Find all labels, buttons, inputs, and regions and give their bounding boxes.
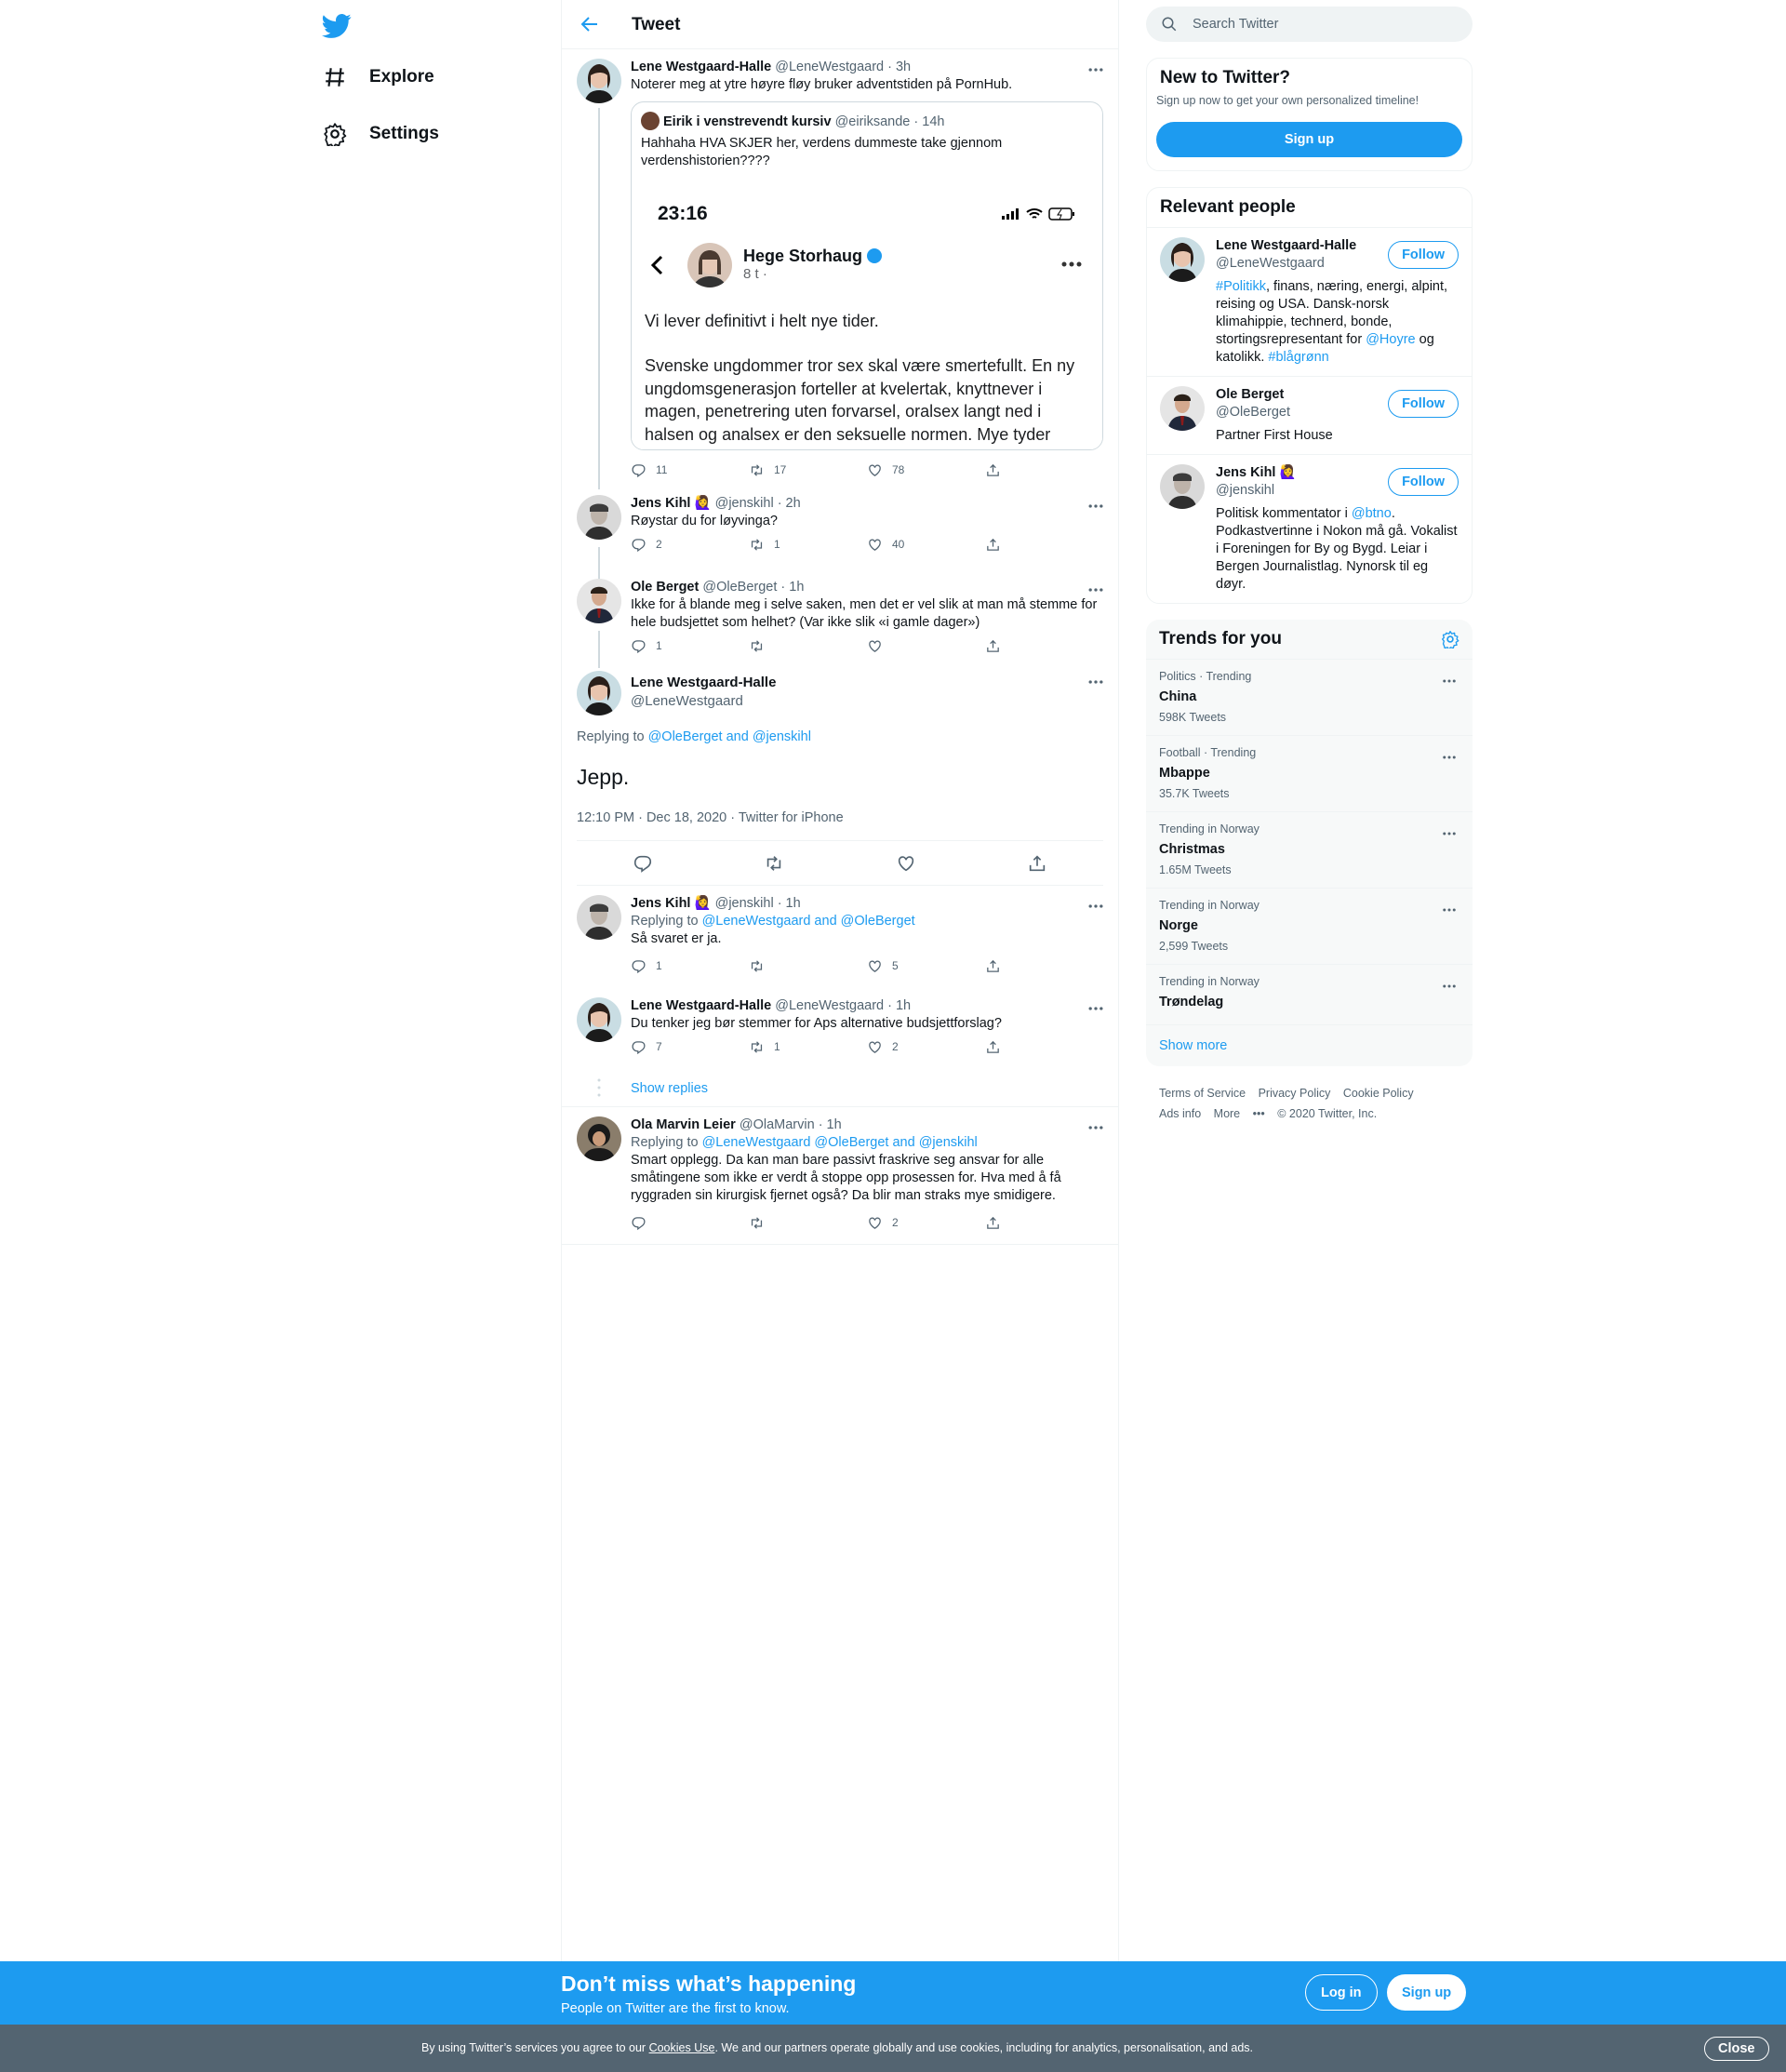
bio-link[interactable]: @Hoyre [1366,332,1416,347]
new-to-twitter-card [1146,58,1473,171]
tweet-text: Noterer meg at ytre høyre fløy bruker adventstiden på PornHub. [631,77,1013,92]
relevant-people-title: Relevant people [1160,197,1296,217]
reply-button[interactable] [631,1039,749,1055]
new-to-twitter-subtitle: Sign up now to get your own personalized timeline! [1156,94,1419,107]
log-in-button[interactable]: Log in [1305,1974,1378,2011]
relevant-person[interactable] [1147,376,1472,454]
avatar[interactable] [577,59,621,103]
relevant-person[interactable] [1147,454,1472,603]
more-icon[interactable] [1086,497,1105,515]
focus-handle[interactable]: @LeneWestgaard [631,693,743,709]
person-bio [1216,505,1459,594]
relevant-person[interactable] [1147,227,1472,376]
more-icon[interactable] [1441,902,1458,918]
retweet-icon [749,462,765,478]
tweet-handle[interactable]: @LeneWestgaard [775,60,885,74]
cookie-text-after: . We and our partners operate globally and use cookies, including for analytics, personalisation, and ads. [714,2041,1254,2054]
replying-label: Replying to [631,1135,699,1150]
reply-tweet[interactable] [562,886,1118,988]
trend-context: Politics · Trending [1159,670,1252,683]
avatar[interactable] [1160,237,1205,282]
person-name[interactable]: Jens Kihl [1216,465,1276,480]
tweet-actions [631,632,1103,660]
tweet-actions [631,1033,1103,1061]
retweet-button[interactable] [749,1215,867,1231]
share-button[interactable] [985,537,1103,553]
replying-to [631,913,1103,930]
reply-button[interactable] [631,1215,749,1231]
tweet-time[interactable]: · 1h [777,896,801,911]
battery-icon [1048,207,1076,221]
share-icon [985,1215,1001,1231]
like-count: 40 [892,538,905,551]
trend-item[interactable] [1146,811,1473,888]
retweet-button[interactable] [749,537,867,553]
share-button[interactable] [985,1215,1103,1231]
tweet-handle[interactable]: @jenskihl [714,896,774,911]
tweet-actions [631,1209,1103,1237]
tweet-actions [631,952,1103,980]
banner-heading: Don’t miss what’s happening [561,1972,857,1996]
tweet-text: Røystar du for løyvinga? [631,514,778,528]
tweet-author[interactable]: Lene Westgaard-Halle [631,998,772,1013]
tweet-author[interactable]: Ole Berget [631,580,700,595]
quoted-avatar [641,112,660,130]
retweet-icon [749,638,765,654]
more-icon[interactable] [1441,825,1458,842]
reply-icon [631,1039,646,1055]
follow-button[interactable]: Follow [1388,241,1459,269]
reply-button[interactable] [631,638,749,654]
like-icon [867,1215,883,1231]
replying-to [631,1134,1103,1152]
nav-settings[interactable] [323,122,439,146]
tweet-handle[interactable]: @OleBerget [702,580,778,595]
show-replies-row [562,1072,1118,1107]
tweet-handle[interactable]: @OlaMarvin [739,1117,815,1132]
bio-text: og katolikk. [1216,332,1434,365]
new-to-twitter-title: New to Twitter? [1160,68,1291,87]
reply-icon [631,537,646,553]
replying-users[interactable]: @LeneWestgaard and @OleBerget [701,914,915,929]
left-nav [0,0,561,2072]
main-header [562,0,1118,49]
bio-text: . Podkastvertinne i Nokon må gå. Vokalist i Foreningen for By og Bygd. Leiar i Bergen Journalistlag. Nynorsk til eg døyr. [1216,506,1458,592]
focus-meta[interactable]: 12:10 PM · Dec 18, 2020 · Twitter for iPhone [577,810,1103,841]
bio-link[interactable]: #blågrønn [1268,350,1329,365]
trends-card [1146,620,1473,1066]
retweet-button[interactable] [749,638,867,654]
person-handle[interactable]: @OleBerget [1216,405,1291,420]
person-handle[interactable]: @jenskihl [1216,483,1275,498]
reply-tweet[interactable] [562,1107,1118,1245]
retweet-icon [749,537,765,553]
phone-clock: 23:16 [658,203,708,224]
trend-name: Trøndelag [1159,995,1224,1009]
author-emoji: 🙋‍♀️ [694,896,712,911]
retweet-button[interactable] [749,462,867,478]
avatar[interactable] [577,1116,621,1161]
avatar[interactable] [577,495,621,540]
cookie-text [421,2041,1253,2054]
like-button[interactable] [867,537,985,553]
retweet-count: 17 [774,463,787,476]
reply-button[interactable] [631,958,749,974]
share-icon[interactable] [1027,853,1047,874]
bio-link[interactable]: @btno [1351,506,1392,521]
main-column [561,0,1119,1961]
replying-label: Replying to [631,914,699,929]
person-name[interactable]: Ole Berget [1216,387,1285,402]
hashtag-icon [323,65,347,89]
person-bio: Partner First House [1216,428,1333,443]
tweet-actions [631,456,1103,484]
like-button[interactable] [867,1039,985,1055]
replying-to [577,729,1103,744]
quoted-author: Eirik i venstrevendt kursiv [663,114,832,129]
person-bio [1216,278,1459,367]
phone-meta: 8 t · [743,266,767,282]
tweet-author[interactable]: Jens Kihl [631,496,691,511]
retweet-icon [749,958,765,974]
more-icon[interactable] [1086,1118,1105,1137]
follow-button[interactable]: Follow [1388,390,1459,418]
reply-icon [631,1215,646,1231]
avatar[interactable] [577,671,621,715]
author-emoji: 🙋‍♀️ [694,496,712,511]
vertical-dots-icon [595,1077,603,1098]
tweet-handle[interactable]: @jenskihl [714,496,774,511]
avatar[interactable] [577,579,621,623]
show-more-link[interactable]: Show more [1146,1024,1473,1066]
tweet[interactable] [562,49,1118,486]
more-icon[interactable] [1086,581,1105,599]
quoted-time: · 14h [913,114,945,129]
back-arrow-icon[interactable] [579,13,601,35]
like-count: 2 [892,1216,899,1229]
tweet-time[interactable]: · 1h [780,580,805,595]
nav-explore-label: Explore [369,67,434,87]
like-count: 78 [892,463,905,476]
tweet-text: Smart opplegg. Da kan man bare passivt fraskrive seg ansvar for alle småtingene som ikke er verdt å stoppe opp prosessen for. Hva med å få ryggraden sin kirurgisk fjernet også? Da blir man straks mye smidigere. [631,1153,1061,1203]
twitter-logo-icon[interactable] [322,11,352,41]
tweet-actions [631,530,1103,558]
reply-icon [631,462,646,478]
more-icon[interactable] [1086,999,1105,1018]
share-icon [985,462,1001,478]
banner-subtitle: People on Twitter are the first to know. [561,2001,790,2016]
avatar[interactable] [1160,464,1205,509]
tweet-author[interactable]: Lene Westgaard-Halle [631,60,772,74]
more-icon[interactable] [1086,673,1105,691]
trends-title: Trends for you [1159,629,1282,648]
sign-up-button[interactable]: Sign up [1387,1974,1466,2011]
phone-status-icons [1002,207,1076,221]
share-button[interactable] [985,462,1103,478]
retweet-count: 1 [774,538,780,551]
signup-banner [0,1961,1786,2025]
trend-item[interactable] [1146,964,1473,1024]
signal-icon [1002,208,1020,220]
retweet-button[interactable] [749,958,867,974]
share-icon [985,638,1001,654]
wifi-icon [1026,207,1043,220]
relevant-people-card [1146,187,1473,604]
sign-up-button[interactable]: Sign up [1156,122,1462,157]
trend-count: 1.65M Tweets [1159,863,1232,876]
search-placeholder: Search Twitter [1193,17,1279,32]
trend-count: 598K Tweets [1159,711,1227,724]
reply-count: 1 [656,639,662,652]
quoted-handle: @eiriksande [834,114,911,129]
nav-explore[interactable] [323,65,434,89]
retweet-icon [749,1215,765,1231]
retweet-count: 1 [774,1040,780,1053]
like-button[interactable] [867,638,985,654]
cookie-text-before: By using Twitter’s services you agree to our [421,2041,649,2054]
trend-item[interactable] [1146,735,1473,811]
search-box[interactable] [1146,7,1473,42]
tweet-author[interactable]: Ola Marvin Leier [631,1117,736,1132]
replying-users[interactable]: @OleBerget and @jenskihl [647,729,811,744]
tweet-author[interactable]: Jens Kihl [631,896,691,911]
ads-info-link[interactable]: Ads info [1159,1107,1202,1120]
share-button[interactable] [985,638,1103,654]
like-icon [867,958,883,974]
tweet-text: Ikke for å blande meg i selve saken, men det er vel slik at man må stemme for hele budsjettet som helhet? (Var ikke slik «i gamle dager») [631,597,1098,630]
focused-tweet [562,665,1118,886]
more-icon[interactable] [1086,897,1105,916]
more-link[interactable]: More ••• [1213,1107,1265,1120]
trend-name: China [1159,689,1197,704]
reply-count: 2 [656,538,662,551]
trend-count: 35.7K Tweets [1159,787,1230,800]
tweet-time[interactable]: · 3h [887,60,912,74]
tweet[interactable] [562,486,1118,569]
trend-context: Football · Trending [1159,746,1257,759]
cookies-use-link[interactable]: Cookies Use [648,2041,715,2054]
trend-item[interactable] [1146,659,1473,735]
tweet-time[interactable]: · 2h [777,496,801,511]
tweet-time[interactable]: · 1h [818,1117,842,1132]
cookie-link[interactable]: Cookie Policy [1342,1087,1414,1100]
tweet-time[interactable]: · 1h [887,998,912,1013]
page-title: Tweet [632,15,681,34]
privacy-link[interactable]: Privacy Policy [1258,1087,1331,1100]
reply-icon [631,638,646,654]
retweet-button[interactable] [749,1039,867,1055]
phone-line2: Svenske ungdommer tror sex skal være smertefullt. En ny ungdomsgenerasjon forteller at kvelertak, knyttnever i magen, penetrering uten forvarsel, oralsex langt ned i halsen og analsex er den seksuelle normen. Mye tyder [645,356,1075,444]
bio-text: Politisk kommentator i [1216,506,1352,521]
more-icon[interactable] [1441,673,1458,689]
more-icon[interactable] [1086,60,1105,79]
like-icon [867,537,883,553]
tweet-text: Du tenker jeg bør stemmer for Aps alternative budsjettforslag? [631,1016,1002,1031]
gear-icon [323,122,347,146]
like-button[interactable] [867,958,985,974]
search-icon [1161,16,1178,33]
trend-name: Mbappe [1159,766,1210,781]
quoted-screenshot-image [632,186,1102,449]
trend-count: 2,599 Tweets [1159,940,1229,953]
trend-context: Trending in Norway [1159,822,1260,835]
like-icon [867,462,883,478]
footer [1146,1066,1473,1141]
focus-actions [577,841,1103,886]
trend-item[interactable] [1146,888,1473,964]
right-sidebar [1146,0,1473,1141]
like-count: 5 [892,959,899,972]
phone-author-avatar [687,243,732,287]
trend-context: Trending in Norway [1159,899,1260,912]
show-replies-link[interactable]: Show replies [631,1081,709,1096]
like-icon [867,1039,883,1055]
share-button[interactable] [985,1039,1103,1055]
person-handle[interactable]: @LeneWestgaard [1216,256,1325,271]
focus-text: Jepp. [577,765,630,789]
phone-line1: Vi lever definitivt i helt nye tider. [645,312,879,330]
follow-button[interactable]: Follow [1388,468,1459,496]
share-button[interactable] [985,958,1103,974]
reply-button[interactable] [631,537,749,553]
bio-text: , finans, næring, energi, alpint, reising og USA. Dansk-norsk klimahippie, technerd, bonde, stortingsrepresentant for [1216,279,1448,347]
share-icon [985,1039,1001,1055]
avatar[interactable] [577,895,621,940]
trend-context: Trending in Norway [1159,975,1260,988]
reply-tweet[interactable] [562,988,1118,1072]
retweet-icon [749,1039,765,1055]
phone-more-icon [1061,261,1082,267]
verified-badge-icon [867,248,882,263]
quoted-text: Hahhaha HVA SKJER her, verdens dummeste take gjennom verdenshistorien???? [641,136,1003,168]
reply-count: 11 [656,463,668,476]
reply-button[interactable] [631,462,749,478]
avatar[interactable] [1160,386,1205,431]
close-button[interactable]: Close [1704,2037,1769,2061]
copyright: © 2020 Twitter, Inc. [1277,1107,1378,1120]
phone-author-name: Hege Storhaug [743,247,863,265]
bio-link[interactable]: #Politikk [1216,279,1266,294]
tweet-text: Så svaret er ja. [631,931,722,946]
focus-author[interactable]: Lene Westgaard-Halle [631,675,777,690]
replying-users[interactable]: @LeneWestgaard @OleBerget and @jenskihl [701,1135,978,1150]
more-icon[interactable] [1441,749,1458,766]
reply-icon[interactable] [633,853,653,874]
reply-count: 1 [656,959,662,972]
person-name[interactable]: Lene Westgaard-Halle [1216,238,1357,253]
like-button[interactable] [867,1215,985,1231]
avatar[interactable] [577,997,621,1042]
like-icon[interactable] [896,853,916,874]
quoted-tweet[interactable] [631,101,1103,450]
tweet[interactable] [562,569,1118,665]
like-count: 2 [892,1040,899,1053]
tweet-handle[interactable]: @LeneWestgaard [775,998,885,1013]
cookie-bar [0,2025,1786,2072]
chevron-left-icon [650,255,663,275]
like-button[interactable] [867,462,985,478]
reply-count: 7 [656,1040,662,1053]
share-icon [985,958,1001,974]
retweet-icon[interactable] [764,853,784,874]
person-emoji: 🙋‍♀️ [1279,465,1297,480]
trends-settings-gear-icon[interactable] [1441,630,1459,648]
terms-link[interactable]: Terms of Service [1159,1087,1246,1100]
more-icon[interactable] [1441,978,1458,995]
trend-name: Christmas [1159,842,1225,857]
like-icon [867,638,883,654]
reply-icon [631,958,646,974]
trend-name: Norge [1159,918,1198,933]
replying-label: Replying to [577,729,645,744]
nav-settings-label: Settings [369,124,439,143]
share-icon [985,537,1001,553]
more-label: More [1213,1107,1241,1120]
